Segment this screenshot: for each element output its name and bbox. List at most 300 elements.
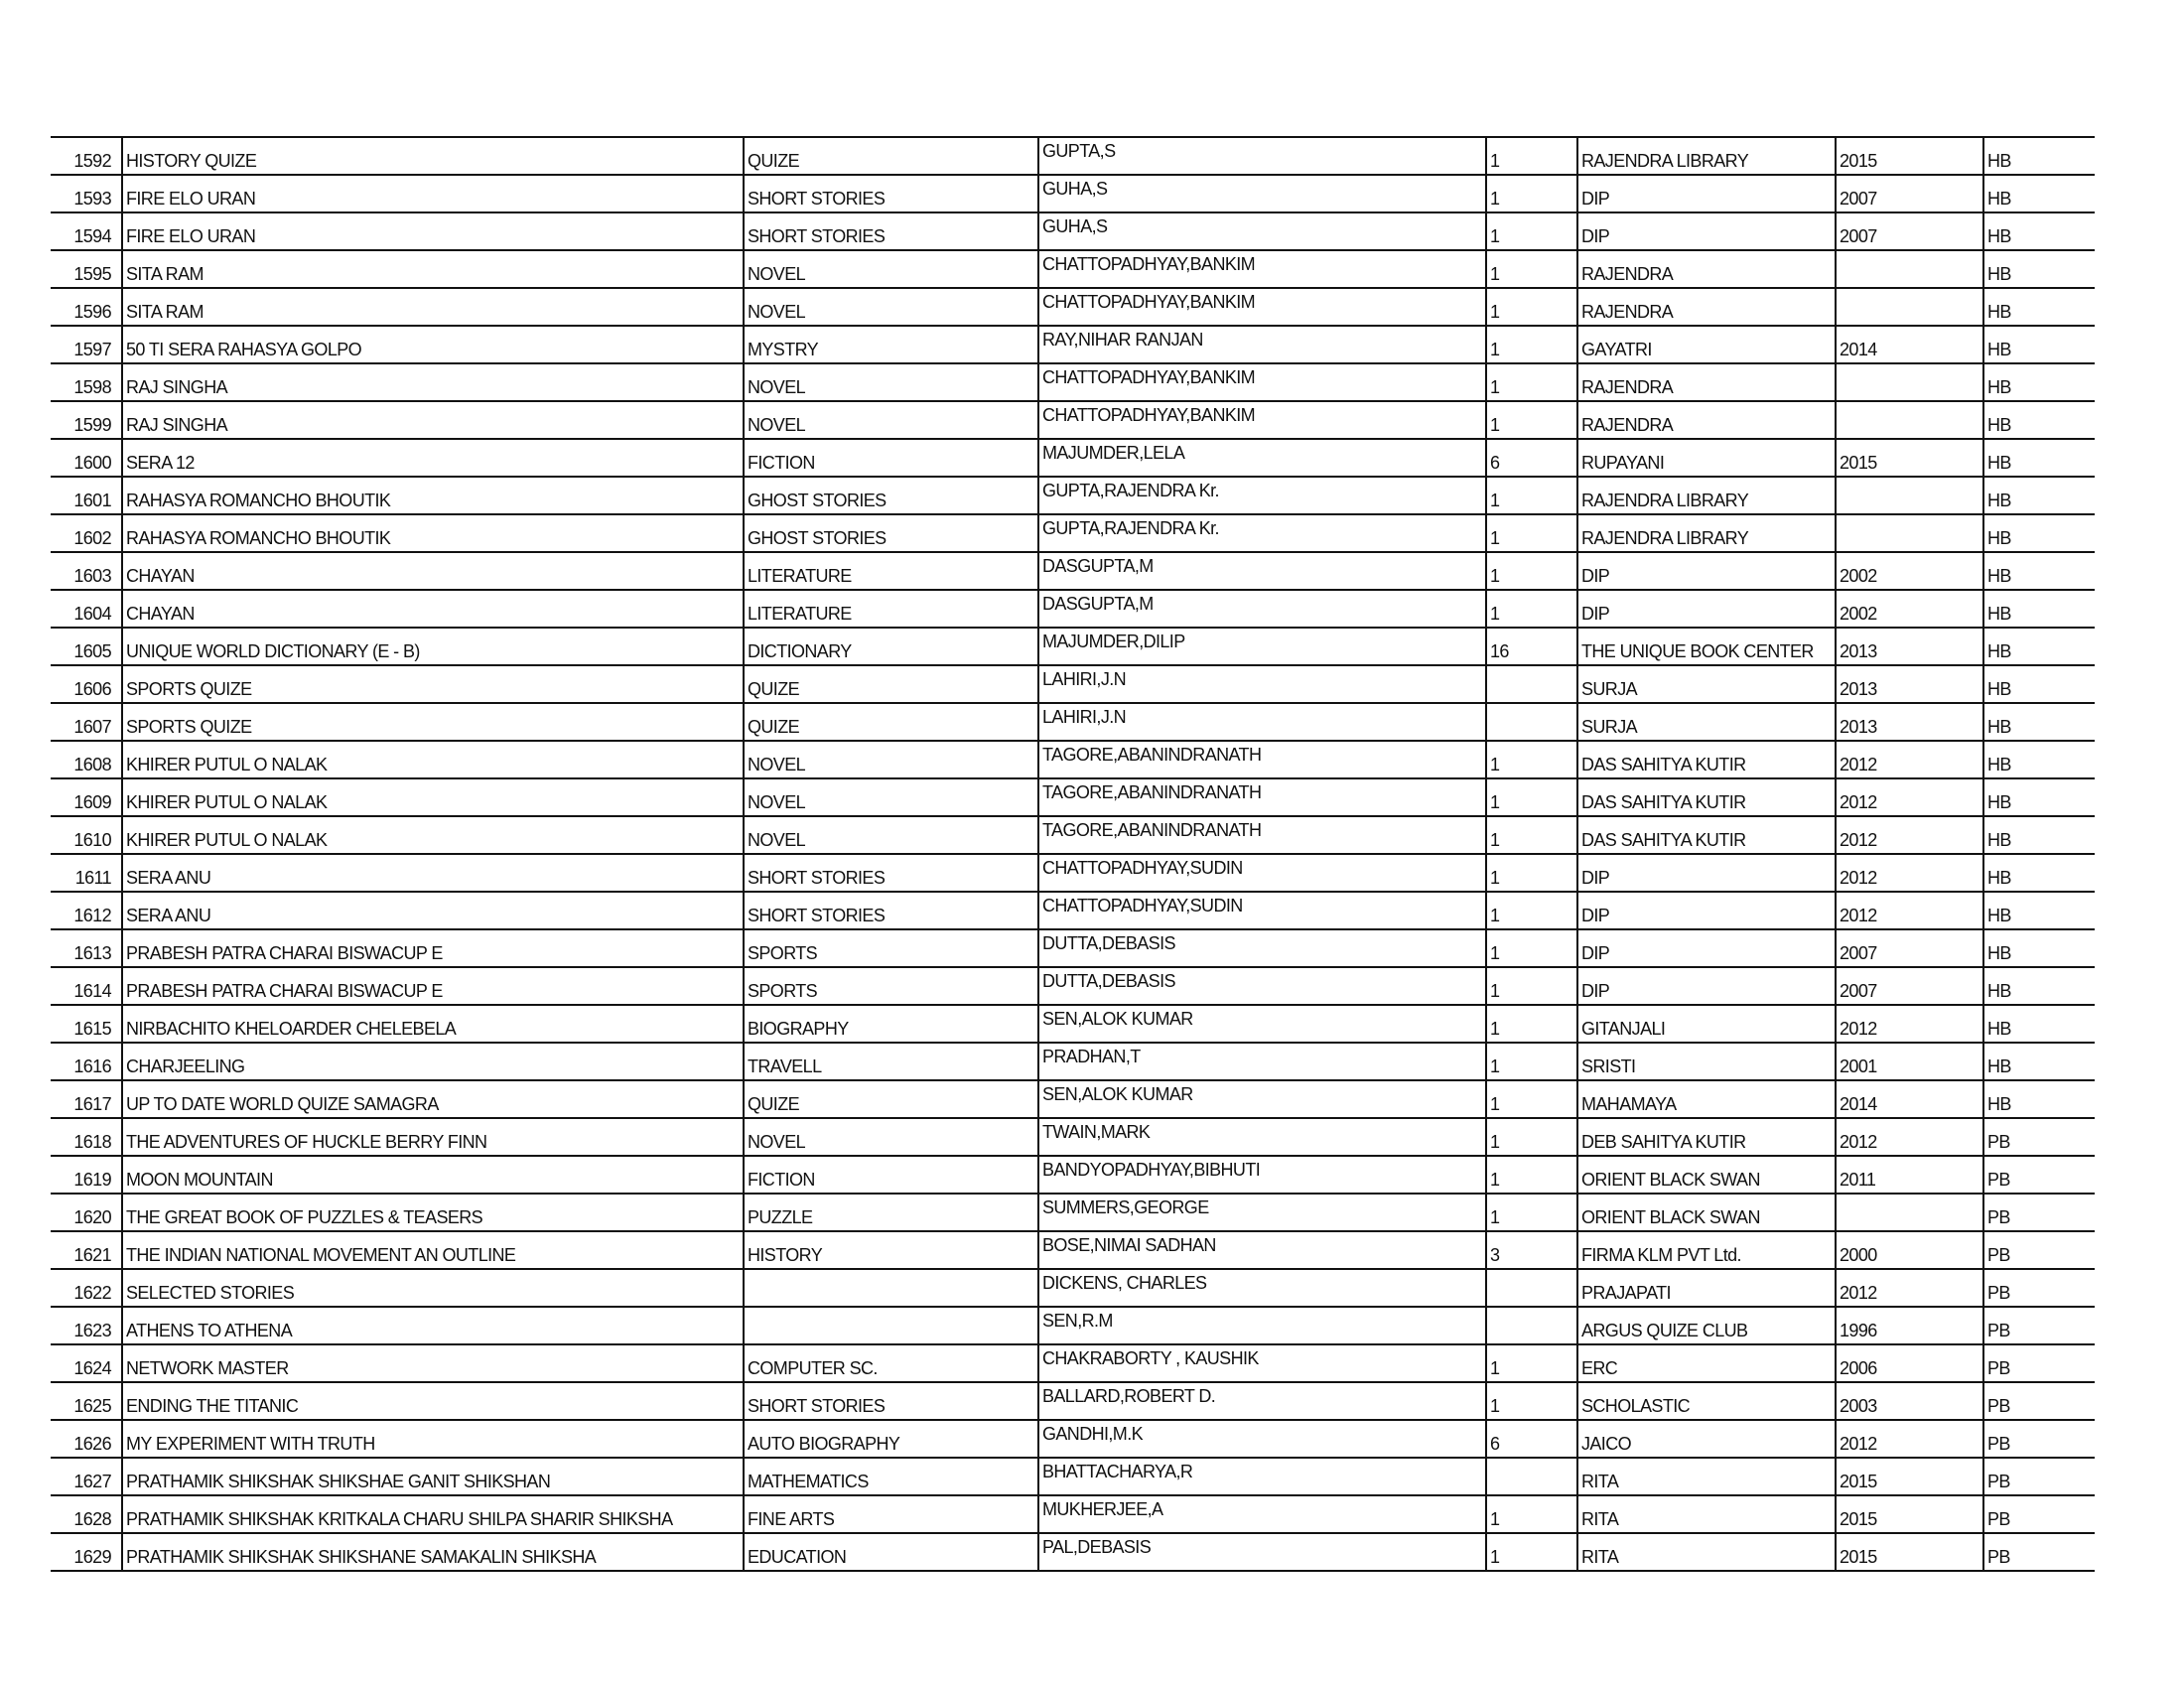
table-row: [51, 514, 2095, 552]
copies-cell: 1: [1486, 552, 1577, 590]
title-cell: SPORTS QUIZE: [122, 665, 744, 703]
title-cell: KHIRER PUTUL O NALAK: [122, 741, 744, 778]
publisher-cell: PRAJAPATI: [1577, 1269, 1836, 1307]
category-cell: NOVEL: [744, 363, 1038, 401]
title-cell: UP TO DATE WORLD QUIZE SAMAGRA: [122, 1080, 744, 1118]
copies-cell: [1486, 1307, 1577, 1344]
publisher-cell: DIP: [1577, 967, 1836, 1005]
title-cell: SERA ANU: [122, 854, 744, 892]
copies-cell: 1: [1486, 175, 1577, 212]
year-cell: 2001: [1836, 1043, 1983, 1080]
title-cell: MOON MOUNTAIN: [122, 1156, 744, 1194]
table-row: [51, 816, 2095, 854]
publisher-cell: DAS SAHITYA KUTIR: [1577, 816, 1836, 854]
year-cell: 2012: [1836, 1269, 1983, 1307]
publisher-cell: DIP: [1577, 892, 1836, 929]
copies-cell: 1: [1486, 816, 1577, 854]
binding-cell: PB: [1983, 1194, 2095, 1231]
binding-cell: HB: [1983, 212, 2095, 250]
author-cell: TAGORE,ABANINDRANATH: [1038, 741, 1486, 778]
title-cell: SERA ANU: [122, 892, 744, 929]
title-cell: ATHENS TO ATHENA: [122, 1307, 744, 1344]
serial-number-cell: 1599: [51, 401, 122, 439]
author-cell: MUKHERJEE,A: [1038, 1495, 1486, 1533]
title-cell: RAJ SINGHA: [122, 363, 744, 401]
title-cell: RAJ SINGHA: [122, 401, 744, 439]
publisher-cell: DEB SAHITYA KUTIR: [1577, 1118, 1836, 1156]
table-row: [51, 1269, 2095, 1307]
year-cell: 2015: [1836, 1533, 1983, 1571]
serial-number-cell: 1601: [51, 477, 122, 514]
year-cell: [1836, 401, 1983, 439]
table-row: [51, 929, 2095, 967]
binding-cell: PB: [1983, 1495, 2095, 1533]
binding-cell: PB: [1983, 1118, 2095, 1156]
publisher-cell: RAJENDRA LIBRARY: [1577, 477, 1836, 514]
category-cell: SHORT STORIES: [744, 892, 1038, 929]
category-cell: AUTO BIOGRAPHY: [744, 1420, 1038, 1458]
publisher-cell: MAHAMAYA: [1577, 1080, 1836, 1118]
copies-cell: 1: [1486, 741, 1577, 778]
category-cell: MYSTRY: [744, 326, 1038, 363]
binding-cell: HB: [1983, 590, 2095, 628]
copies-cell: [1486, 665, 1577, 703]
copies-cell: 1: [1486, 363, 1577, 401]
table-row: [51, 1118, 2095, 1156]
table-row: [51, 590, 2095, 628]
publisher-cell: ARGUS QUIZE CLUB: [1577, 1307, 1836, 1344]
table-row: [51, 326, 2095, 363]
author-cell: LAHIRI,J.N: [1038, 665, 1486, 703]
serial-number-cell: 1605: [51, 628, 122, 665]
publisher-cell: DAS SAHITYA KUTIR: [1577, 778, 1836, 816]
author-cell: GUPTA,RAJENDRA Kr.: [1038, 514, 1486, 552]
year-cell: 2012: [1836, 778, 1983, 816]
serial-number-cell: 1596: [51, 288, 122, 326]
title-cell: SITA RAM: [122, 288, 744, 326]
publisher-cell: ERC: [1577, 1344, 1836, 1382]
table-row: [51, 401, 2095, 439]
title-cell: CHAYAN: [122, 552, 744, 590]
binding-cell: PB: [1983, 1231, 2095, 1269]
title-cell: NIRBACHITO KHELOARDER CHELEBELA: [122, 1005, 744, 1043]
title-cell: THE ADVENTURES OF HUCKLE BERRY FINN: [122, 1118, 744, 1156]
year-cell: [1836, 363, 1983, 401]
year-cell: 2012: [1836, 854, 1983, 892]
publisher-cell: SCHOLASTIC: [1577, 1382, 1836, 1420]
publisher-cell: RAJENDRA: [1577, 250, 1836, 288]
serial-number-cell: 1620: [51, 1194, 122, 1231]
category-cell: NOVEL: [744, 741, 1038, 778]
copies-cell: 1: [1486, 1005, 1577, 1043]
author-cell: CHATTOPADHYAY,BANKIM: [1038, 401, 1486, 439]
title-cell: HISTORY QUIZE: [122, 137, 744, 175]
copies-cell: 1: [1486, 401, 1577, 439]
serial-number-cell: 1607: [51, 703, 122, 741]
copies-cell: 1: [1486, 778, 1577, 816]
binding-cell: HB: [1983, 854, 2095, 892]
copies-cell: 1: [1486, 212, 1577, 250]
author-cell: BALLARD,ROBERT D.: [1038, 1382, 1486, 1420]
binding-cell: PB: [1983, 1307, 2095, 1344]
table-row: [51, 967, 2095, 1005]
binding-cell: HB: [1983, 665, 2095, 703]
year-cell: 2012: [1836, 1420, 1983, 1458]
year-cell: 2003: [1836, 1382, 1983, 1420]
category-cell: [744, 1307, 1038, 1344]
title-cell: THE GREAT BOOK OF PUZZLES & TEASERS: [122, 1194, 744, 1231]
publisher-cell: DIP: [1577, 212, 1836, 250]
publisher-cell: RUPAYANI: [1577, 439, 1836, 477]
table-row: [51, 1307, 2095, 1344]
title-cell: RAHASYA ROMANCHO BHOUTIK: [122, 477, 744, 514]
copies-cell: 1: [1486, 967, 1577, 1005]
year-cell: [1836, 514, 1983, 552]
table-row: [51, 1080, 2095, 1118]
category-cell: SHORT STORIES: [744, 212, 1038, 250]
copies-cell: [1486, 703, 1577, 741]
copies-cell: 1: [1486, 1533, 1577, 1571]
serial-number-cell: 1614: [51, 967, 122, 1005]
copies-cell: 6: [1486, 439, 1577, 477]
publisher-cell: RITA: [1577, 1533, 1836, 1571]
year-cell: 2013: [1836, 703, 1983, 741]
category-cell: QUIZE: [744, 1080, 1038, 1118]
table-row: [51, 250, 2095, 288]
serial-number-cell: 1622: [51, 1269, 122, 1307]
binding-cell: HB: [1983, 967, 2095, 1005]
serial-number-cell: 1621: [51, 1231, 122, 1269]
binding-cell: PB: [1983, 1533, 2095, 1571]
copies-cell: 1: [1486, 1344, 1577, 1382]
binding-cell: HB: [1983, 741, 2095, 778]
author-cell: SUMMERS,GEORGE: [1038, 1194, 1486, 1231]
category-cell: SHORT STORIES: [744, 1382, 1038, 1420]
copies-cell: [1486, 1269, 1577, 1307]
table-row: [51, 439, 2095, 477]
author-cell: RAY,NIHAR RANJAN: [1038, 326, 1486, 363]
binding-cell: PB: [1983, 1344, 2095, 1382]
table-row: [51, 363, 2095, 401]
table-row: [51, 741, 2095, 778]
category-cell: MATHEMATICS: [744, 1458, 1038, 1495]
author-cell: GUPTA,S: [1038, 137, 1486, 175]
table-row: [51, 1495, 2095, 1533]
serial-number-cell: 1615: [51, 1005, 122, 1043]
table-row: [51, 1231, 2095, 1269]
copies-cell: 3: [1486, 1231, 1577, 1269]
publisher-cell: RITA: [1577, 1458, 1836, 1495]
category-cell: FINE ARTS: [744, 1495, 1038, 1533]
author-cell: DICKENS, CHARLES: [1038, 1269, 1486, 1307]
category-cell: GHOST STORIES: [744, 477, 1038, 514]
serial-number-cell: 1616: [51, 1043, 122, 1080]
serial-number-cell: 1609: [51, 778, 122, 816]
category-cell: SPORTS: [744, 967, 1038, 1005]
year-cell: 2007: [1836, 929, 1983, 967]
author-cell: TAGORE,ABANINDRANATH: [1038, 816, 1486, 854]
category-cell: FICTION: [744, 1156, 1038, 1194]
year-cell: 2012: [1836, 1005, 1983, 1043]
serial-number-cell: 1619: [51, 1156, 122, 1194]
year-cell: 2006: [1836, 1344, 1983, 1382]
category-cell: QUIZE: [744, 665, 1038, 703]
author-cell: CHATTOPADHYAY,BANKIM: [1038, 363, 1486, 401]
title-cell: FIRE ELO URAN: [122, 175, 744, 212]
category-cell: NOVEL: [744, 778, 1038, 816]
binding-cell: HB: [1983, 514, 2095, 552]
year-cell: 2013: [1836, 665, 1983, 703]
year-cell: 2007: [1836, 967, 1983, 1005]
publisher-cell: GITANJALI: [1577, 1005, 1836, 1043]
table-row: [51, 703, 2095, 741]
copies-cell: 1: [1486, 288, 1577, 326]
table-row: [51, 1043, 2095, 1080]
serial-number-cell: 1592: [51, 137, 122, 175]
title-cell: CHARJEELING: [122, 1043, 744, 1080]
copies-cell: 1: [1486, 590, 1577, 628]
copies-cell: 16: [1486, 628, 1577, 665]
author-cell: SEN,R.M: [1038, 1307, 1486, 1344]
title-cell: NETWORK MASTER: [122, 1344, 744, 1382]
title-cell: PRATHAMIK SHIKSHAK KRITKALA CHARU SHILPA SHARIR SHIKSHA: [122, 1495, 744, 1533]
year-cell: 2015: [1836, 1495, 1983, 1533]
publisher-cell: ORIENT BLACK SWAN: [1577, 1156, 1836, 1194]
category-cell: LITERATURE: [744, 552, 1038, 590]
author-cell: BHATTACHARYA,R: [1038, 1458, 1486, 1495]
title-cell: UNIQUE WORLD DICTIONARY (E - B): [122, 628, 744, 665]
serial-number-cell: 1603: [51, 552, 122, 590]
serial-number-cell: 1604: [51, 590, 122, 628]
binding-cell: HB: [1983, 326, 2095, 363]
title-cell: PRABESH PATRA CHARAI BISWACUP E: [122, 967, 744, 1005]
author-cell: SEN,ALOK KUMAR: [1038, 1005, 1486, 1043]
binding-cell: HB: [1983, 1005, 2095, 1043]
binding-cell: HB: [1983, 929, 2095, 967]
author-cell: CHAKRABORTY , KAUSHIK: [1038, 1344, 1486, 1382]
serial-number-cell: 1600: [51, 439, 122, 477]
category-cell: QUIZE: [744, 137, 1038, 175]
binding-cell: HB: [1983, 401, 2095, 439]
author-cell: LAHIRI,J.N: [1038, 703, 1486, 741]
title-cell: KHIRER PUTUL O NALAK: [122, 816, 744, 854]
year-cell: 2000: [1836, 1231, 1983, 1269]
serial-number-cell: 1617: [51, 1080, 122, 1118]
author-cell: CHATTOPADHYAY,BANKIM: [1038, 250, 1486, 288]
publisher-cell: DIP: [1577, 929, 1836, 967]
binding-cell: PB: [1983, 1269, 2095, 1307]
copies-cell: 1: [1486, 1118, 1577, 1156]
author-cell: GUHA,S: [1038, 175, 1486, 212]
binding-cell: HB: [1983, 250, 2095, 288]
category-cell: SHORT STORIES: [744, 175, 1038, 212]
table-row: [51, 1156, 2095, 1194]
publisher-cell: RAJENDRA: [1577, 401, 1836, 439]
copies-cell: 1: [1486, 137, 1577, 175]
table-row: [51, 665, 2095, 703]
year-cell: 2015: [1836, 137, 1983, 175]
title-cell: SITA RAM: [122, 250, 744, 288]
serial-number-cell: 1613: [51, 929, 122, 967]
year-cell: 2002: [1836, 590, 1983, 628]
binding-cell: PB: [1983, 1458, 2095, 1495]
title-cell: SELECTED STORIES: [122, 1269, 744, 1307]
table-row: [51, 1420, 2095, 1458]
table-row: [51, 477, 2095, 514]
author-cell: DASGUPTA,M: [1038, 552, 1486, 590]
author-cell: CHATTOPADHYAY,SUDIN: [1038, 854, 1486, 892]
copies-cell: 1: [1486, 477, 1577, 514]
year-cell: [1836, 250, 1983, 288]
book-catalog-table: [51, 136, 2095, 1572]
publisher-cell: RAJENDRA: [1577, 363, 1836, 401]
serial-number-cell: 1593: [51, 175, 122, 212]
author-cell: DUTTA,DEBASIS: [1038, 967, 1486, 1005]
author-cell: PAL,DEBASIS: [1038, 1533, 1486, 1571]
publisher-cell: ORIENT BLACK SWAN: [1577, 1194, 1836, 1231]
copies-cell: 1: [1486, 1382, 1577, 1420]
publisher-cell: RAJENDRA: [1577, 288, 1836, 326]
title-cell: SERA 12: [122, 439, 744, 477]
category-cell: SPORTS: [744, 929, 1038, 967]
publisher-cell: RAJENDRA LIBRARY: [1577, 137, 1836, 175]
serial-number-cell: 1624: [51, 1344, 122, 1382]
publisher-cell: JAICO: [1577, 1420, 1836, 1458]
serial-number-cell: 1626: [51, 1420, 122, 1458]
publisher-cell: DIP: [1577, 854, 1836, 892]
year-cell: 2012: [1836, 892, 1983, 929]
publisher-cell: GAYATRI: [1577, 326, 1836, 363]
year-cell: 2007: [1836, 212, 1983, 250]
category-cell: DICTIONARY: [744, 628, 1038, 665]
copies-cell: 1: [1486, 326, 1577, 363]
title-cell: ENDING THE TITANIC: [122, 1382, 744, 1420]
author-cell: DUTTA,DEBASIS: [1038, 929, 1486, 967]
title-cell: 50 TI SERA RAHASYA GOLPO: [122, 326, 744, 363]
author-cell: PRADHAN,T: [1038, 1043, 1486, 1080]
author-cell: CHATTOPADHYAY,BANKIM: [1038, 288, 1486, 326]
copies-cell: [1486, 1458, 1577, 1495]
category-cell: LITERATURE: [744, 590, 1038, 628]
category-cell: NOVEL: [744, 288, 1038, 326]
category-cell: COMPUTER SC.: [744, 1344, 1038, 1382]
title-cell: SPORTS QUIZE: [122, 703, 744, 741]
author-cell: GANDHI,M.K: [1038, 1420, 1486, 1458]
author-cell: TAGORE,ABANINDRANATH: [1038, 778, 1486, 816]
title-cell: PRABESH PATRA CHARAI BISWACUP E: [122, 929, 744, 967]
category-cell: QUIZE: [744, 703, 1038, 741]
year-cell: 2002: [1836, 552, 1983, 590]
binding-cell: HB: [1983, 778, 2095, 816]
publisher-cell: DAS SAHITYA KUTIR: [1577, 741, 1836, 778]
publisher-cell: DIP: [1577, 590, 1836, 628]
publisher-cell: SURJA: [1577, 665, 1836, 703]
author-cell: SEN,ALOK KUMAR: [1038, 1080, 1486, 1118]
copies-cell: 1: [1486, 854, 1577, 892]
copies-cell: 1: [1486, 1495, 1577, 1533]
copies-cell: 1: [1486, 250, 1577, 288]
serial-number-cell: 1628: [51, 1495, 122, 1533]
binding-cell: HB: [1983, 816, 2095, 854]
title-cell: PRATHAMIK SHIKSHAK SHIKSHANE SAMAKALIN SHIKSHA: [122, 1533, 744, 1571]
author-cell: CHATTOPADHYAY,SUDIN: [1038, 892, 1486, 929]
binding-cell: HB: [1983, 1080, 2095, 1118]
binding-cell: PB: [1983, 1420, 2095, 1458]
year-cell: [1836, 1194, 1983, 1231]
year-cell: 2012: [1836, 741, 1983, 778]
copies-cell: 1: [1486, 1043, 1577, 1080]
year-cell: 2014: [1836, 1080, 1983, 1118]
binding-cell: HB: [1983, 439, 2095, 477]
table-row: [51, 1458, 2095, 1495]
category-cell: NOVEL: [744, 1118, 1038, 1156]
serial-number-cell: 1595: [51, 250, 122, 288]
year-cell: [1836, 477, 1983, 514]
publisher-cell: RITA: [1577, 1495, 1836, 1533]
binding-cell: HB: [1983, 628, 2095, 665]
publisher-cell: SRISTI: [1577, 1043, 1836, 1080]
category-cell: NOVEL: [744, 250, 1038, 288]
table-row: [51, 212, 2095, 250]
binding-cell: HB: [1983, 137, 2095, 175]
binding-cell: PB: [1983, 1382, 2095, 1420]
table-row: [51, 628, 2095, 665]
serial-number-cell: 1606: [51, 665, 122, 703]
year-cell: 2012: [1836, 816, 1983, 854]
year-cell: 2011: [1836, 1156, 1983, 1194]
category-cell: HISTORY: [744, 1231, 1038, 1269]
binding-cell: HB: [1983, 175, 2095, 212]
title-cell: PRATHAMIK SHIKSHAK SHIKSHAE GANIT SHIKSHAN: [122, 1458, 744, 1495]
serial-number-cell: 1625: [51, 1382, 122, 1420]
category-cell: NOVEL: [744, 816, 1038, 854]
binding-cell: HB: [1983, 288, 2095, 326]
serial-number-cell: 1602: [51, 514, 122, 552]
category-cell: NOVEL: [744, 401, 1038, 439]
category-cell: TRAVELL: [744, 1043, 1038, 1080]
serial-number-cell: 1608: [51, 741, 122, 778]
category-cell: GHOST STORIES: [744, 514, 1038, 552]
title-cell: CHAYAN: [122, 590, 744, 628]
category-cell: PUZZLE: [744, 1194, 1038, 1231]
title-cell: FIRE ELO URAN: [122, 212, 744, 250]
copies-cell: 1: [1486, 1156, 1577, 1194]
table-row: [51, 175, 2095, 212]
binding-cell: HB: [1983, 477, 2095, 514]
publisher-cell: SURJA: [1577, 703, 1836, 741]
serial-number-cell: 1597: [51, 326, 122, 363]
category-cell: FICTION: [744, 439, 1038, 477]
copies-cell: 6: [1486, 1420, 1577, 1458]
table-row: [51, 1344, 2095, 1382]
table-row: [51, 1194, 2095, 1231]
table-row: [51, 1382, 2095, 1420]
year-cell: 2014: [1836, 326, 1983, 363]
year-cell: 2013: [1836, 628, 1983, 665]
year-cell: [1836, 288, 1983, 326]
binding-cell: HB: [1983, 552, 2095, 590]
publisher-cell: THE UNIQUE BOOK CENTER: [1577, 628, 1836, 665]
year-cell: 2012: [1836, 1118, 1983, 1156]
serial-number-cell: 1610: [51, 816, 122, 854]
serial-number-cell: 1618: [51, 1118, 122, 1156]
copies-cell: 1: [1486, 514, 1577, 552]
table-row: [51, 552, 2095, 590]
serial-number-cell: 1629: [51, 1533, 122, 1571]
table-row: [51, 778, 2095, 816]
title-cell: RAHASYA ROMANCHO BHOUTIK: [122, 514, 744, 552]
binding-cell: HB: [1983, 892, 2095, 929]
